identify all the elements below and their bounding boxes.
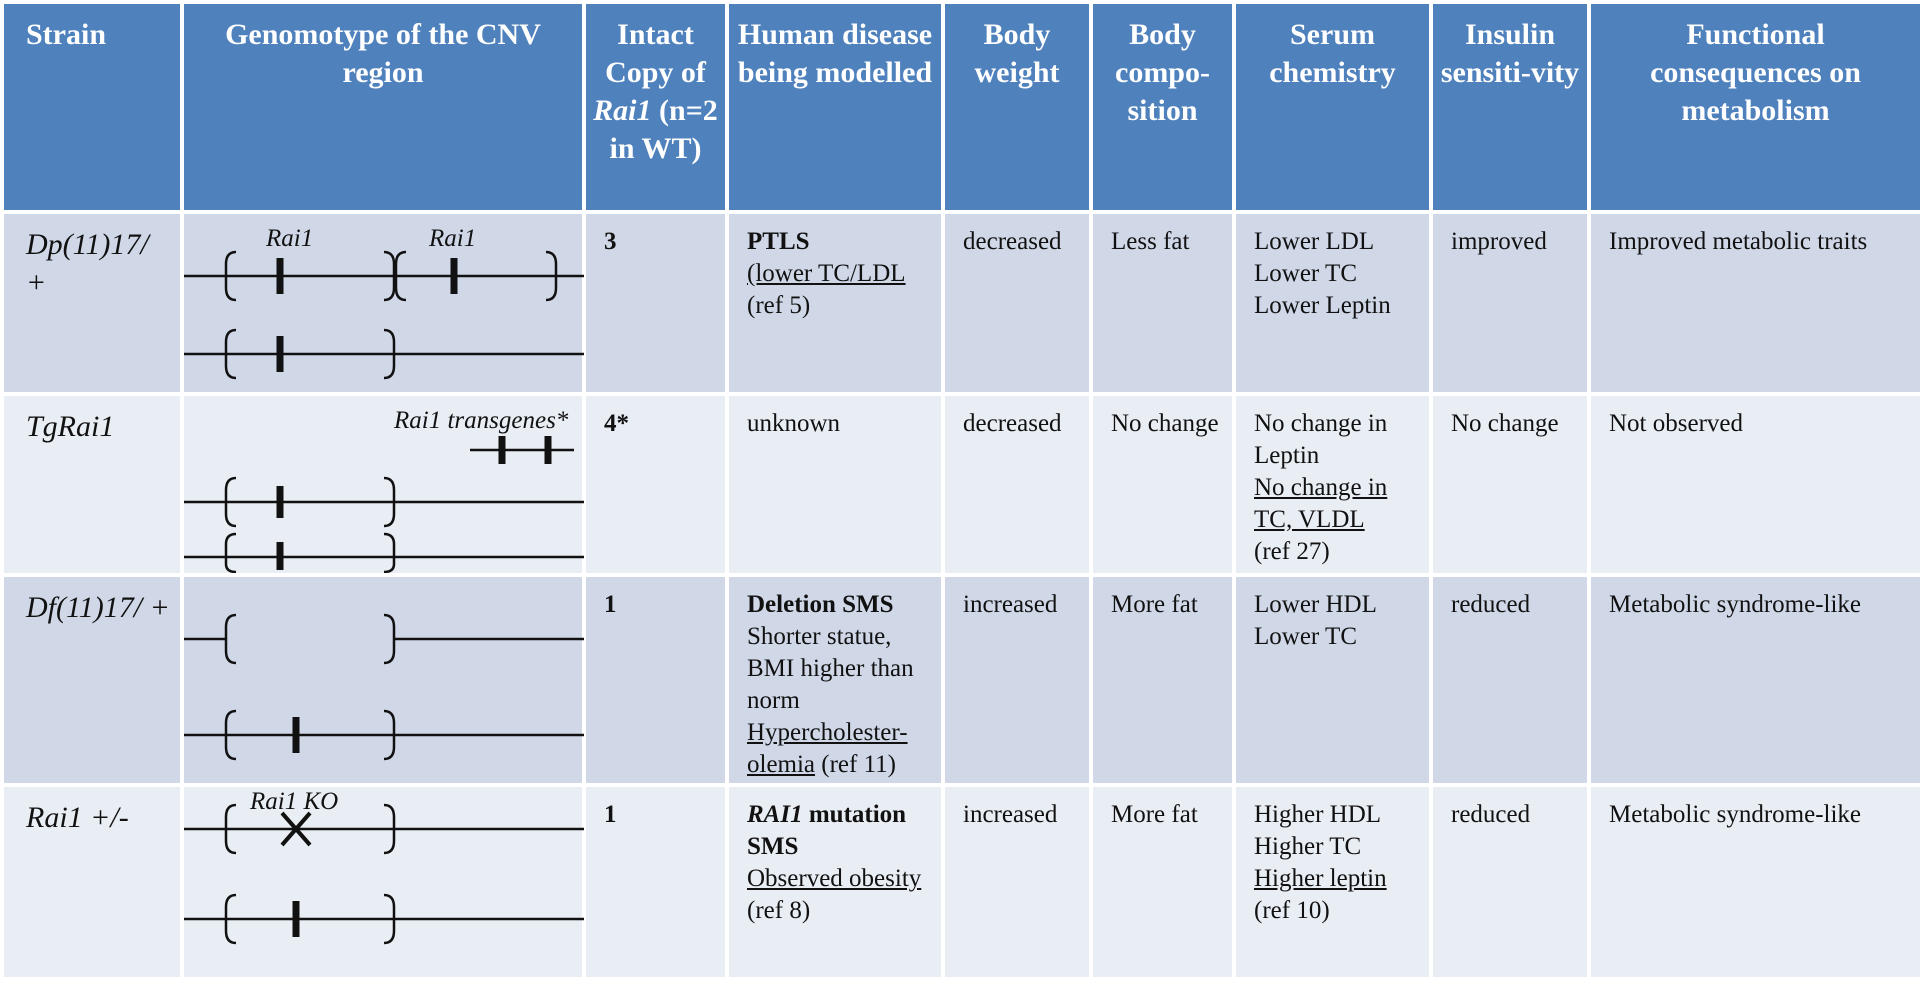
disease-note: (lower TC/LDL: [747, 260, 906, 287]
genotype-diagram: [182, 575, 584, 785]
insulin-cell: No change: [1431, 394, 1589, 575]
rai1-label: Rai1: [429, 225, 477, 252]
weight-cell: increased: [943, 575, 1091, 785]
copy-cell: 4*: [584, 394, 727, 575]
header-copy-pre: Intact Copy of: [605, 18, 706, 89]
serum-line: Higher leptin: [1254, 865, 1387, 892]
genotype-diagram: [182, 394, 584, 575]
header-copy: [584, 2, 727, 212]
disease-name: Deletion SMS: [747, 591, 894, 618]
transgene-diagram: [184, 396, 584, 573]
copy-cell: 1: [584, 785, 727, 979]
region-bracket: [226, 534, 236, 572]
disease-gene: RAI1: [747, 801, 803, 828]
header-insulin: Insulin sensiti-vity: [1431, 2, 1589, 212]
disease-ref: (ref 8): [747, 897, 811, 924]
header-copy-post: (n=2 in WT): [609, 94, 718, 165]
serum-line: Lower Leptin: [1254, 292, 1391, 319]
disease-ref: (ref 5): [747, 292, 811, 319]
header-weight: Body weight: [943, 2, 1091, 212]
insulin-cell: reduced: [1431, 785, 1589, 979]
region-bracket: [384, 615, 394, 663]
disease-cell: [727, 785, 943, 979]
table-row: [2, 575, 1920, 785]
weight-cell: decreased: [943, 212, 1091, 394]
serum-ref: (ref 10): [1254, 897, 1330, 924]
disease-cell: [727, 575, 943, 785]
weight-cell: increased: [943, 785, 1091, 979]
deletion-diagram: [184, 577, 584, 783]
disease-note: Shorter statue, BMI higher than norm: [747, 623, 914, 714]
table-row: [2, 394, 1920, 575]
serum-cell: [1234, 394, 1431, 575]
genotype-diagram: [182, 212, 584, 394]
header-genotype: Genomotype of the CNV region: [182, 2, 584, 212]
header-serum: Serum chemistry: [1234, 2, 1431, 212]
serum-cell: [1234, 785, 1431, 979]
strain-cell: Dp(11)17/ +: [2, 212, 182, 394]
header-functional: Functional consequences on metabolism: [1589, 2, 1920, 212]
disease-note: [747, 717, 933, 781]
serum-line: Higher TC: [1254, 833, 1362, 860]
strain-cell: Rai1 +/-: [2, 785, 182, 979]
transgenes-label: Rai1 transgenes*: [394, 407, 569, 434]
serum-line: Lower LDL: [1254, 228, 1375, 255]
serum-ref: (ref 27): [1254, 538, 1330, 565]
header-composition: Body compo-sition: [1091, 2, 1234, 212]
functional-cell: Metabolic syndrome-like: [1589, 575, 1920, 785]
region-bracket: [226, 615, 236, 663]
insulin-cell: reduced: [1431, 575, 1589, 785]
disease-note: Observed obesity: [747, 865, 922, 892]
header-copy-gene: Rai1: [593, 94, 652, 127]
table-row: [2, 212, 1920, 394]
serum-cell: [1234, 575, 1431, 785]
serum-line: No change in Leptin: [1254, 410, 1388, 469]
header-disease: Human disease being modelled: [727, 2, 943, 212]
serum-line: No change in TC, VLDL: [1254, 474, 1388, 533]
serum-line: Lower TC: [1254, 260, 1357, 287]
copy-cell: 1: [584, 575, 727, 785]
table-row: [2, 785, 1920, 979]
genotype-diagram: [182, 785, 584, 979]
duplication-diagram: [184, 214, 584, 392]
disease-ref: (ref 11): [821, 751, 897, 778]
strain-cell: Df(11)17/ +: [2, 575, 182, 785]
ko-label: Rai1 KO: [250, 788, 339, 815]
serum-line: Higher HDL: [1254, 801, 1382, 828]
disease-cell: [727, 212, 943, 394]
copy-cell: 3: [584, 212, 727, 394]
composition-cell: No change: [1091, 394, 1234, 575]
serum-line: Lower HDL: [1254, 591, 1377, 618]
strain-cell: TgRai1: [2, 394, 182, 575]
disease-name: PTLS: [747, 228, 810, 255]
disease-name: [747, 799, 933, 863]
composition-cell: Less fat: [1091, 212, 1234, 394]
serum-cell: [1234, 212, 1431, 394]
insulin-cell: improved: [1431, 212, 1589, 394]
knockout-diagram: [184, 787, 584, 977]
composition-cell: More fat: [1091, 785, 1234, 979]
disease-cell: unknown: [727, 394, 943, 575]
composition-cell: More fat: [1091, 575, 1234, 785]
functional-cell: Not observed: [1589, 394, 1920, 575]
weight-cell: decreased: [943, 394, 1091, 575]
functional-cell: Metabolic syndrome-like: [1589, 785, 1920, 979]
region-bracket: [384, 534, 394, 572]
functional-cell: Improved metabolic traits: [1589, 212, 1920, 394]
serum-line: Lower TC: [1254, 623, 1357, 650]
header-row: [2, 2, 1920, 212]
disease-underline: Hypercholester-olemia: [747, 719, 908, 778]
rai1-label: Rai1: [266, 225, 314, 252]
disease-name-rest: mutation SMS: [747, 801, 907, 860]
header-strain: Strain: [2, 2, 182, 212]
